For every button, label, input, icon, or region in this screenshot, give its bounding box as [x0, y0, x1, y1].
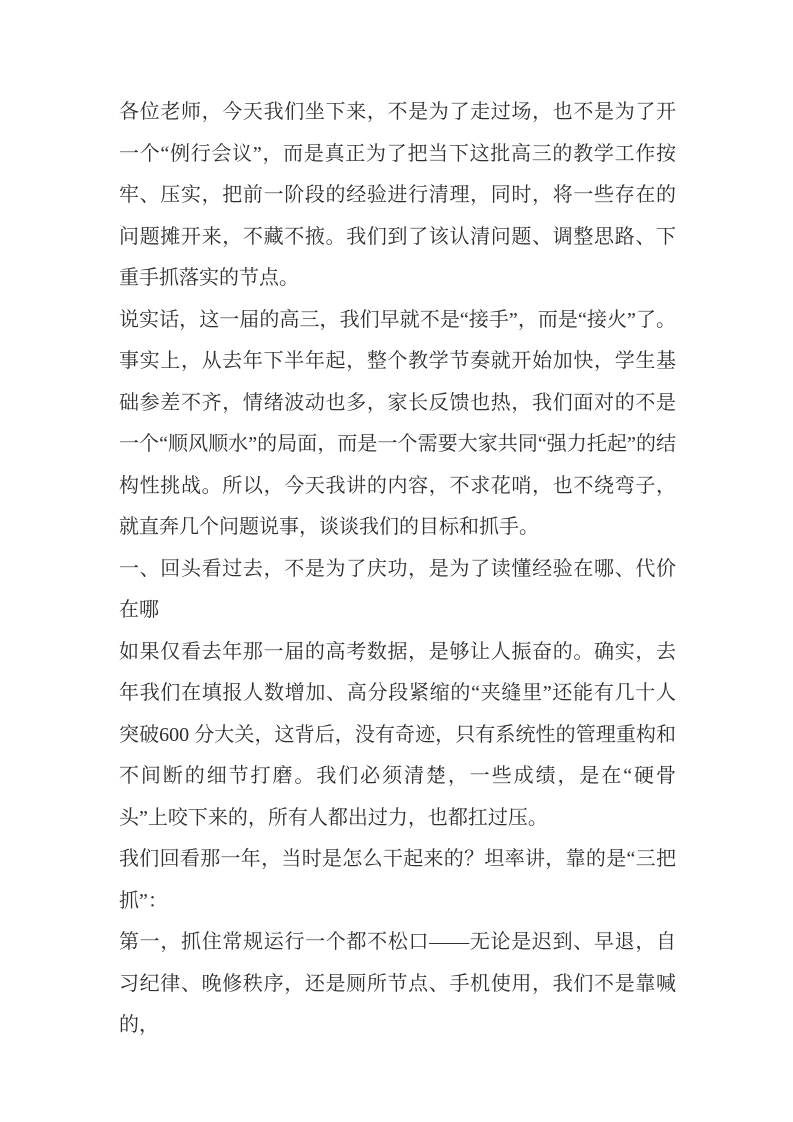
paragraph-results-review: 如果仅看去年那一届的高考数据，是够让人振奋的。确实，去年我们在填报人数增加、高分段紧缩的“夹缝里”还能有几十人突破600 分大关，这背后，没有奇迹，只有系统性的管理重构和不间断的细节打磨。我们必须清楚，一些成绩，是在“硬骨头”上咬下来的，所有人都出过力，也都扛过压。: [119, 640, 676, 829]
paragraph-opening: 各位老师，今天我们坐下来，不是为了走过场，也不是为了开一个“例行会议”，而是真正为了把当下这批高三的教学工作按牢、压实，把前一阶段的经验进行清理，同时，将一些存在的问题摊开来，不藏不掖。我们到了该认清问题、调整思路、下重手抓落实的节点。: [119, 101, 676, 289]
paragraph-situation: 说实话，这一届的高三，我们早就不是“接手”，而是“接火”了。事实上，从去年下半年起，整个教学节奏就开始加快，学生基础参差不齐，情绪波动也多，家长反馈也热，我们面对的不是一个“顺风顺水”的局面，而是一个需要大家共同“强力托起”的结构性挑战。所以，今天我讲的内容，不求花哨，也不绕弯子，就直奔几个问题说事，谈谈我们的目标和抓手。: [119, 308, 676, 538]
section-heading-1: 一、回头看过去，不是为了庆功，是为了读懂经验在哪、代价在哪: [119, 557, 676, 621]
paragraph-first-grip: 第一，抓住常规运行一个都不松口——无论是迟到、早退，自习纪律、晚修秩序，还是厕所节点、手机使用，我们不是靠喊的，: [119, 931, 676, 1036]
paragraph-three-grips-lead: 我们回看那一年，当时是怎么干起来的？坦率讲，靠的是“三把抓”：: [119, 848, 676, 912]
